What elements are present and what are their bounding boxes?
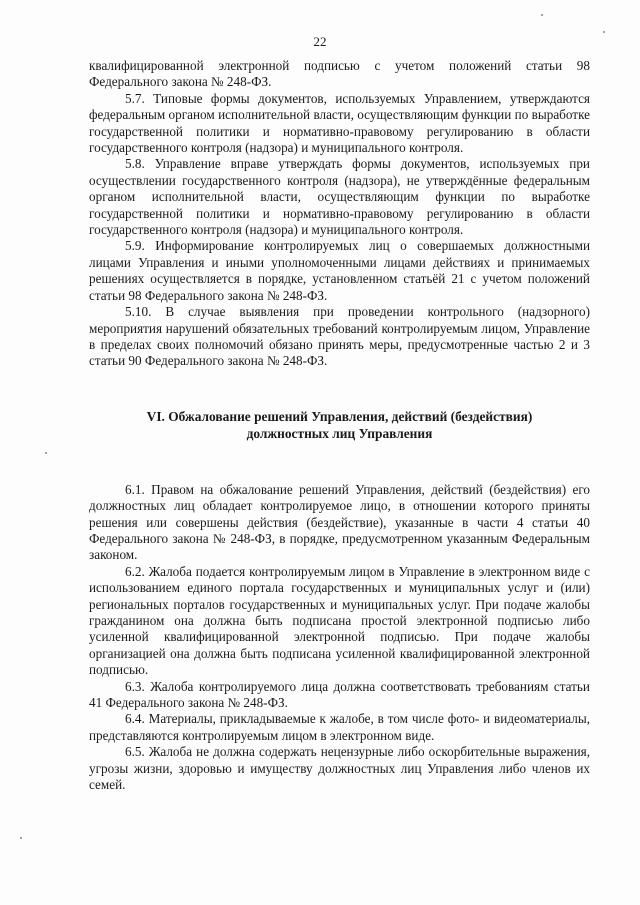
paragraph-6-3: 6.3. Жалоба контролируемого лица должна соответствовать требованиям статьи 41 Федерального закона № 248-ФЗ. (89, 678, 590, 710)
paragraph-6-5: 6.5. Жалоба не должна содержать нецензурные либо оскорбительные выражения, угрозы жизни, здоровью и имуществу должностных лиц Управления либо членов их семей. (89, 744, 590, 793)
section-heading-line-1: VI. Обжалование решений Управления, действий (бездействия) (146, 408, 533, 424)
scan-speck (45, 452, 47, 454)
paragraph-6-1: 6.1. Правом на обжалование решений Управления, действий (бездействия) его должностных лиц обладает контролируемое лицо, в отношении которого приняты решения или совершены действия (бездействие), указанные в части 4 статьи 40 Федерального закона № 248-ФЗ, в порядке, предусмотренном указанным Федеральным законом. (89, 481, 590, 563)
scan-speck (603, 31, 605, 33)
paragraph-continuation: квалифицированной электронной подписью с учетом положений статьи 98 Федерального закона № 248-ФЗ. (89, 58, 590, 90)
section-heading (89, 408, 590, 442)
paragraph-5-7: 5.7. Типовые формы документов, используемых Управлением, утверждаются федеральным органом исполнительной власти, осуществляющим функции по выработке государственной политики и нормативно-правовому регулированию в области государственного контроля (надзора) и муниципального контроля. (89, 90, 590, 156)
paragraph-5-9: 5.9. Информирование контролируемых лиц о совершаемых должностными лицами Управления и иными уполномоченными лицами действиях и принимаемых решениях осуществляется в порядке, установленном статьёй 21 с учетом положений статьи 98 Федерального закона № 248-ФЗ. (89, 238, 590, 303)
paragraph-5-8: 5.8. Управление вправе утверждать формы документов, используемых при осуществлении государственного контроля (надзора), не утверждённые федеральным органом исполнительной власти, осуществляющим функции по выработке государственной политики и нормативно-правовому регулированию в области государственного контроля (надзора) и муниципального контроля. (89, 156, 590, 238)
paragraph-5-10: 5.10. В случае выявления при проведении контрольного (надзорного) мероприятия нарушений обязательных требований контролируемым лицом, Управление в пределах своих полномочий обязано принять меры, предусмотренные частью 2 и 3 статьи 90 Федерального закона № 248-ФЗ. (89, 304, 590, 369)
paragraph-6-4: 6.4. Материалы, прикладываемые к жалобе, в том числе фото- и видеоматериалы, представляются контролируемым лицом в электронном виде. (89, 711, 590, 743)
page-content (89, 58, 590, 793)
page-number: 22 (313, 34, 327, 49)
section-heading-line-2: должностных лиц Управления (246, 425, 433, 441)
scan-speck (541, 14, 543, 16)
scan-speck (20, 837, 22, 839)
heading-spacer (89, 442, 590, 482)
paragraph-6-2: 6.2. Жалоба подается контролируемым лицом в Управление в электронном виде с использованием единого портала государственных и муниципальных услуг и (или) региональных порталов государственных и муниципальных услуг. При подаче жалобы гражданином она должна быть подписана простой электронной подписью либо усиленной квалифицированной электронной подписью. При подаче жалобы организацией она должна быть подписана усиленной квалифицированной электронной подписью. (89, 563, 590, 678)
